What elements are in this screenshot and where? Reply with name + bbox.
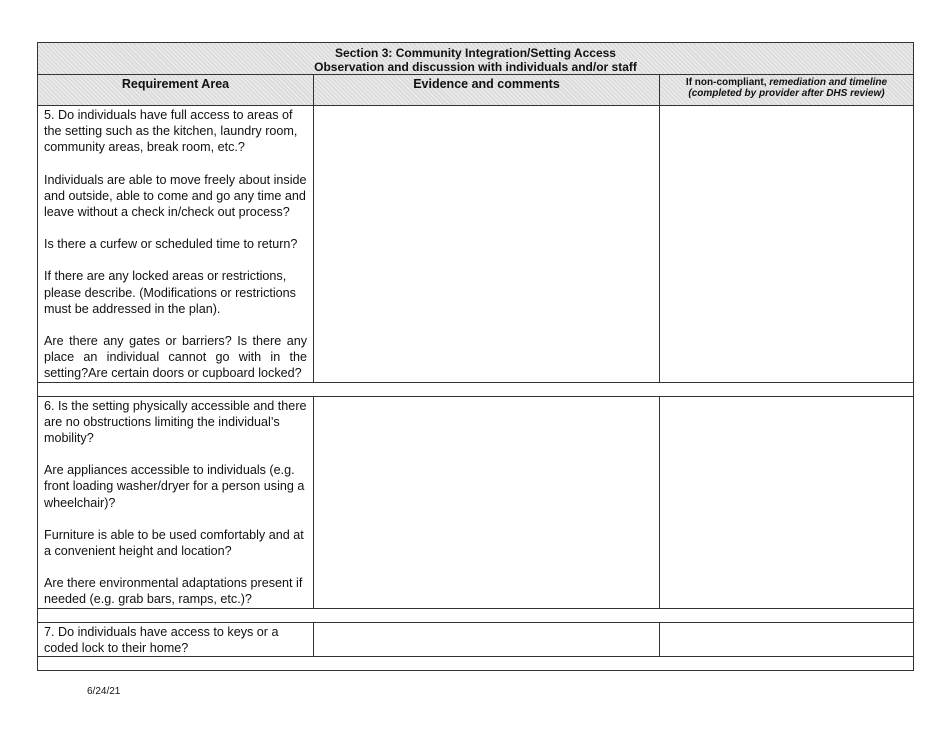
spacer-row [38,657,914,671]
remediation-header-italic: remediation and timeline [769,77,888,88]
table-row [38,622,914,656]
requirement-cell [38,106,314,383]
requirement-text: Is there a curfew or scheduled time to return? [44,237,298,252]
remediation-cell[interactable] [660,622,914,656]
evidence-cell[interactable] [314,622,660,656]
evidence-cell[interactable] [314,396,660,608]
section-3-table [37,42,914,671]
requirement-cell [38,622,314,656]
remediation-cell[interactable] [660,396,914,608]
requirement-cell [38,396,314,608]
requirement-text: Are there environmental adaptations present if needed (e.g. grab bars, ramps, etc.)? [44,576,303,607]
requirement-text: If there are any locked areas or restrictions, please describe. (Modifications or restrictions must be addressed in the plan). [44,269,296,316]
requirement-text: Furniture is able to be used comfortably and at a convenient height and location? [44,527,304,559]
requirement-text: Are there any gates or barriers? Is there any place an individual cannot go with in the setting?Are certain doors or cupboard locked? [44,334,307,381]
remediation-header [660,75,914,106]
table-row [38,396,914,608]
table-row [38,106,914,383]
spacer-row [38,608,914,622]
section-title: Section 3: Community Integration/Setting Access [335,46,616,60]
evidence-comments-header: Evidence and comments [314,75,660,106]
evidence-cell[interactable] [314,106,660,383]
footer-date: 6/24/21 [87,686,121,697]
spacer-row [38,382,914,396]
requirement-text: Individuals are able to move freely about inside and outside, able to come and go any time and leave without a check in/check out process? [44,172,307,220]
section-subtitle: Observation and discussion with individuals and/or staff [314,60,637,74]
requirement-text: 7. Do individuals have access to keys or a coded lock to their home? [44,624,279,655]
section-header [38,43,914,75]
requirement-text: 6. Is the setting physically accessible and there are no obstructions limiting the individual’s mobility? [44,398,307,446]
remediation-header-prefix: If non-compliant, [685,77,770,88]
remediation-cell[interactable] [660,106,914,383]
remediation-header-note: (completed by provider after DHS review) [688,88,885,99]
assessment-form [37,42,913,671]
requirement-area-header: Requirement Area [38,75,314,106]
requirement-text: 5. Do individuals have full access to areas of the setting such as the kitchen, laundry room, community areas, break room, etc.? [44,108,298,155]
requirement-text: Are appliances accessible to individuals (e.g. front loading washer/dryer for a person using a wheelchair)? [44,463,305,510]
